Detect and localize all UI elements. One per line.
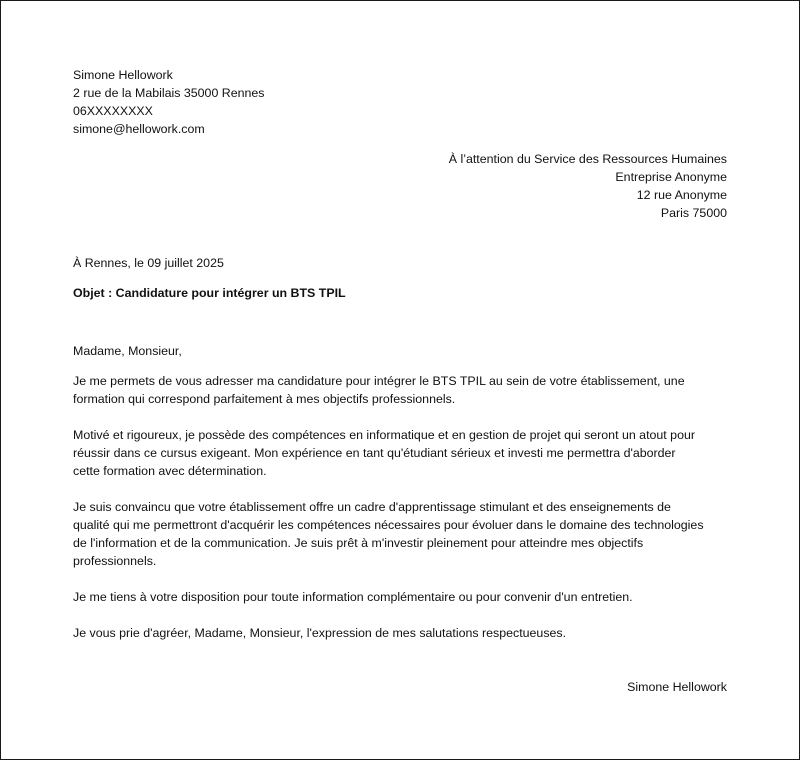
paragraph-line: professionnels. [73,554,157,568]
paragraph-line: réussir dans ce cursus exigeant. Mon expérience en tant qu'étudiant sérieux et investi me permettra d'aborder [73,446,676,460]
letter-subject: Objet : Candidature pour intégrer un BTS TPIL [73,286,346,300]
recipient-block [307,150,727,222]
paragraph-line: Motivé et rigoureux, je possède des compétences en informatique et en gestion de projet qui seront un atout pour [73,428,695,442]
letter-signature: Simone Hellowork [627,680,727,694]
paragraph-line: formation qui correspond parfaitement à mes objectifs professionnels. [73,392,456,406]
body-paragraph [73,588,733,606]
body-paragraph [73,426,733,480]
sender-name: Simone Hellowork [73,68,173,82]
paragraph-line: de l'information et de la communication. Je suis prêt à m'investir pleinement pour atteindre mes objectifs [73,536,644,550]
paragraph-line: cette formation avec détermination. [73,464,267,478]
sender-address: 2 rue de la Mabilais 35000 Rennes [73,86,265,100]
body-paragraph [73,498,733,570]
sender-phone: 06XXXXXXXX [73,104,153,118]
recipient-company: Entreprise Anonyme [615,170,727,184]
paragraph-line: qualité qui me permettront d'acquérir les compétences nécessaires pour évoluer dans le domaine des technologies [73,518,704,532]
letter-date: À Rennes, le 09 juillet 2025 [73,256,224,270]
sender-block [73,66,473,138]
paragraph-line: Je me permets de vous adresser ma candidature pour intégrer le BTS TPIL au sein de votre établissement, une [73,374,685,388]
paragraph-line: Je suis convaincu que votre établissement offre un cadre d'apprentissage stimulant et des enseignements de [73,500,671,514]
paragraph-line: Je me tiens à votre disposition pour toute information complémentaire ou pour convenir d'un entretien. [73,590,633,604]
recipient-attention: À l’attention du Service des Ressources Humaines [448,152,727,166]
recipient-street: 12 rue Anonyme [636,188,727,202]
body-paragraph [73,372,733,408]
body-paragraph [73,624,733,642]
letter-salutation: Madame, Monsieur, [73,344,182,358]
letter-body [73,372,733,660]
sender-email: simone@hellowork.com [73,122,205,136]
recipient-city: Paris 75000 [660,206,727,220]
paragraph-line: Je vous prie d'agréer, Madame, Monsieur, l'expression de mes salutations respectueuses. [73,626,567,640]
